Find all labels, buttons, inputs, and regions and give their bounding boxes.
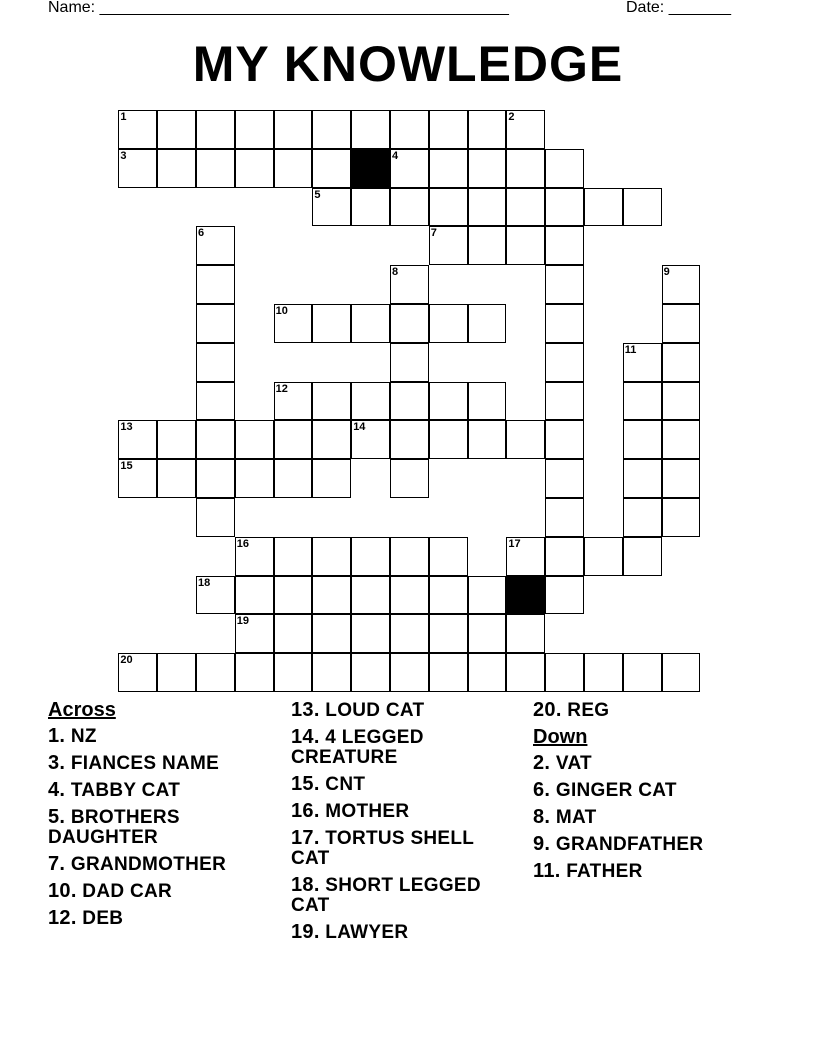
grid-cell[interactable]: [235, 576, 274, 615]
grid-cell[interactable]: [274, 149, 313, 188]
grid-cell[interactable]: [545, 382, 584, 421]
clues-column-1: [48, 700, 288, 935]
grid-cell[interactable]: [623, 382, 662, 421]
grid-cell[interactable]: [312, 149, 351, 188]
grid-cell[interactable]: [429, 653, 468, 692]
clue-number: 16: [236, 537, 250, 550]
black-cell: [506, 576, 545, 615]
grid-cell[interactable]: [118, 110, 157, 149]
grid-cell[interactable]: [468, 304, 507, 343]
date-line: Date: _______: [626, 0, 731, 16]
grid-cell[interactable]: [312, 304, 351, 343]
down-heading: Down: [533, 726, 588, 748]
across-clue: 20. REG: [533, 699, 610, 721]
clues-column-2: [291, 700, 521, 949]
clue-number: 2: [508, 111, 515, 123]
across-clue: 18. SHORT LEGGED CAT: [291, 874, 481, 916]
grid-cell[interactable]: [351, 537, 390, 576]
clue-number: 1: [120, 111, 127, 123]
grid-cell[interactable]: [274, 537, 313, 576]
grid-cell[interactable]: [506, 537, 545, 576]
grid-cell[interactable]: [468, 653, 507, 692]
grid-cell[interactable]: [390, 110, 429, 149]
grid-cell[interactable]: [390, 459, 429, 498]
grid-cell[interactable]: [623, 537, 662, 576]
grid-cell[interactable]: [390, 265, 429, 304]
grid-cell[interactable]: [157, 420, 196, 459]
grid-cell[interactable]: [196, 382, 235, 421]
clue-number: 15: [120, 460, 133, 473]
grid-cell[interactable]: [118, 459, 157, 498]
clue-number: 20: [120, 654, 133, 667]
grid-cell[interactable]: [429, 420, 468, 459]
grid-cell[interactable]: [235, 614, 274, 653]
clues-column-3: [533, 700, 793, 888]
grid-cell[interactable]: [274, 576, 313, 615]
black-cell: [351, 149, 390, 188]
grid-cell[interactable]: [118, 653, 157, 692]
grid-cell[interactable]: [351, 614, 390, 653]
across-heading: Across: [48, 699, 116, 721]
grid-cell[interactable]: [506, 420, 545, 459]
grid-cell[interactable]: [662, 498, 701, 537]
grid-cell[interactable]: [196, 265, 235, 304]
down-clue: 9. GRANDFATHER: [533, 833, 704, 855]
grid-cell[interactable]: [390, 576, 429, 615]
across-clue: 7. GRANDMOTHER: [48, 853, 227, 875]
grid-cell[interactable]: [545, 304, 584, 343]
grid-cell[interactable]: [662, 304, 701, 343]
grid-cell[interactable]: [623, 498, 662, 537]
grid-cell[interactable]: [662, 382, 701, 421]
clue-number: 7: [430, 227, 437, 240]
grid-cell[interactable]: [623, 459, 662, 498]
grid-cell[interactable]: [506, 188, 545, 227]
across-clue: 17. TORTUS SHELL CAT: [291, 827, 474, 869]
clue-number: 17: [508, 537, 521, 550]
grid-cell[interactable]: [545, 420, 584, 459]
grid-cell[interactable]: [623, 188, 662, 227]
across-clue: 3. FIANCES NAME: [48, 752, 220, 774]
grid-cell[interactable]: [157, 653, 196, 692]
grid-cell[interactable]: [662, 653, 701, 692]
down-clue: 2. VAT: [533, 752, 592, 774]
grid-cell[interactable]: [623, 343, 662, 382]
grid-cell[interactable]: [351, 110, 390, 149]
grid-cell[interactable]: [390, 382, 429, 421]
grid-cell[interactable]: [545, 459, 584, 498]
grid-cell[interactable]: [429, 110, 468, 149]
grid-cell[interactable]: [196, 459, 235, 498]
grid-cell[interactable]: [506, 614, 545, 653]
grid-cell[interactable]: [312, 382, 351, 421]
grid-cell[interactable]: [545, 226, 584, 265]
grid-cell[interactable]: [584, 537, 623, 576]
grid-cell[interactable]: [662, 420, 701, 459]
clue-number: 8: [392, 266, 399, 279]
clue-number: 19: [236, 615, 250, 628]
grid-cell[interactable]: [623, 420, 662, 459]
grid-cell[interactable]: [468, 382, 507, 421]
grid-cell[interactable]: [468, 614, 507, 653]
grid-cell[interactable]: [662, 459, 701, 498]
clue-number: 14: [353, 421, 366, 434]
across-clue: 1. NZ: [48, 725, 97, 747]
grid-cell[interactable]: [312, 614, 351, 653]
grid-cell[interactable]: [506, 110, 545, 149]
across-clue: 10. DAD CAR: [48, 880, 173, 902]
grid-cell[interactable]: [312, 653, 351, 692]
grid-cell[interactable]: [390, 420, 429, 459]
grid-cell[interactable]: [429, 614, 468, 653]
grid-cell[interactable]: [274, 653, 313, 692]
grid-cell[interactable]: [468, 149, 507, 188]
clue-number: 18: [198, 576, 211, 589]
grid-cell[interactable]: [662, 343, 701, 382]
grid-cell[interactable]: [274, 110, 313, 149]
grid-cell[interactable]: [351, 420, 390, 459]
grid-cell[interactable]: [312, 576, 351, 615]
across-clue: 14. 4 LEGGED CREATURE: [291, 726, 424, 768]
grid-cell[interactable]: [274, 382, 313, 421]
grid-cell[interactable]: [235, 110, 274, 149]
grid-cell[interactable]: [157, 149, 196, 188]
grid-cell[interactable]: [235, 149, 274, 188]
grid-cell[interactable]: [506, 226, 545, 265]
grid-cell[interactable]: [545, 343, 584, 382]
grid-cell[interactable]: [623, 653, 662, 692]
page-title: MY KNOWLEDGE: [192, 36, 624, 92]
grid-cell[interactable]: [351, 653, 390, 692]
grid-cell[interactable]: [157, 110, 196, 149]
grid-cell[interactable]: [274, 420, 313, 459]
grid-cell[interactable]: [545, 498, 584, 537]
grid-cell[interactable]: [118, 420, 157, 459]
down-clue: 8. MAT: [533, 806, 597, 828]
grid-cell[interactable]: [506, 653, 545, 692]
clue-number: 11: [624, 343, 637, 356]
grid-cell[interactable]: [468, 110, 507, 149]
grid-cell[interactable]: [468, 420, 507, 459]
grid-cell[interactable]: [429, 304, 468, 343]
grid-cell[interactable]: [390, 188, 429, 227]
grid-cell[interactable]: [312, 459, 351, 498]
grid-cell[interactable]: [662, 265, 701, 304]
across-clue: 16. MOTHER: [291, 800, 410, 822]
down-clue: 6. GINGER CAT: [533, 779, 677, 801]
grid-cell[interactable]: [390, 537, 429, 576]
grid-cell[interactable]: [196, 498, 235, 537]
grid-cell[interactable]: [545, 265, 584, 304]
clue-number: 12: [275, 382, 288, 395]
grid-cell[interactable]: [468, 226, 507, 265]
across-clue: 12. DEB: [48, 907, 124, 929]
grid-cell[interactable]: [390, 653, 429, 692]
across-clue: 13. LOUD CAT: [291, 699, 425, 721]
down-clue: 11. FATHER: [533, 860, 643, 882]
clue-number: 10: [275, 305, 288, 317]
grid-cell[interactable]: [468, 188, 507, 227]
grid-cell[interactable]: [390, 304, 429, 343]
clue-number: 5: [314, 188, 321, 201]
grid-cell[interactable]: [506, 149, 545, 188]
grid-cell[interactable]: [429, 382, 468, 421]
across-clue: 4. TABBY CAT: [48, 779, 181, 801]
grid-cell[interactable]: [274, 459, 313, 498]
grid-cell[interactable]: [157, 459, 196, 498]
grid-cell[interactable]: [235, 459, 274, 498]
grid-cell[interactable]: [312, 537, 351, 576]
grid-cell[interactable]: [351, 304, 390, 343]
grid-cell[interactable]: [312, 188, 351, 227]
grid-cell[interactable]: [118, 149, 157, 188]
grid-cell[interactable]: [429, 226, 468, 265]
grid-cell[interactable]: [196, 576, 235, 615]
grid-cell[interactable]: [584, 188, 623, 227]
grid-cell[interactable]: [196, 343, 235, 382]
grid-cell[interactable]: [390, 343, 429, 382]
grid-cell[interactable]: [235, 420, 274, 459]
grid-cell[interactable]: [351, 188, 390, 227]
grid-cell[interactable]: [468, 576, 507, 615]
grid-cell[interactable]: [545, 188, 584, 227]
grid-cell[interactable]: [274, 614, 313, 653]
grid-cell[interactable]: [312, 420, 351, 459]
grid-cell[interactable]: [351, 382, 390, 421]
grid-cell[interactable]: [390, 149, 429, 188]
grid-cell[interactable]: [545, 149, 584, 188]
grid-cell[interactable]: [196, 149, 235, 188]
grid-cell[interactable]: [429, 188, 468, 227]
clue-number: 13: [120, 421, 133, 434]
clue-number: 3: [120, 149, 127, 162]
name-line: Name: ______________________________________________: [48, 0, 509, 16]
across-clue: 19. LAWYER: [291, 921, 409, 943]
grid-cell[interactable]: [235, 537, 274, 576]
across-clue: 5. BROTHERS DAUGHTER: [48, 806, 180, 848]
grid-cell[interactable]: [545, 576, 584, 615]
clue-number: 4: [392, 149, 399, 162]
grid-cell[interactable]: [196, 226, 235, 265]
grid-cell[interactable]: [312, 110, 351, 149]
grid-cell[interactable]: [235, 653, 274, 692]
clue-number: 9: [663, 266, 670, 279]
grid-cell[interactable]: [545, 537, 584, 576]
clue-number: 6: [198, 227, 205, 240]
grid-cell[interactable]: [429, 149, 468, 188]
grid-cell[interactable]: [429, 537, 468, 576]
grid-cell[interactable]: [545, 653, 584, 692]
grid-cell[interactable]: [196, 420, 235, 459]
grid-cell[interactable]: [196, 304, 235, 343]
grid-cell[interactable]: [351, 576, 390, 615]
grid-cell[interactable]: [274, 304, 313, 343]
grid-cell[interactable]: [196, 653, 235, 692]
grid-cell[interactable]: [429, 576, 468, 615]
across-clue: 15. CNT: [291, 773, 366, 795]
grid-cell[interactable]: [196, 110, 235, 149]
grid-cell[interactable]: [390, 614, 429, 653]
grid-cell[interactable]: [584, 653, 623, 692]
